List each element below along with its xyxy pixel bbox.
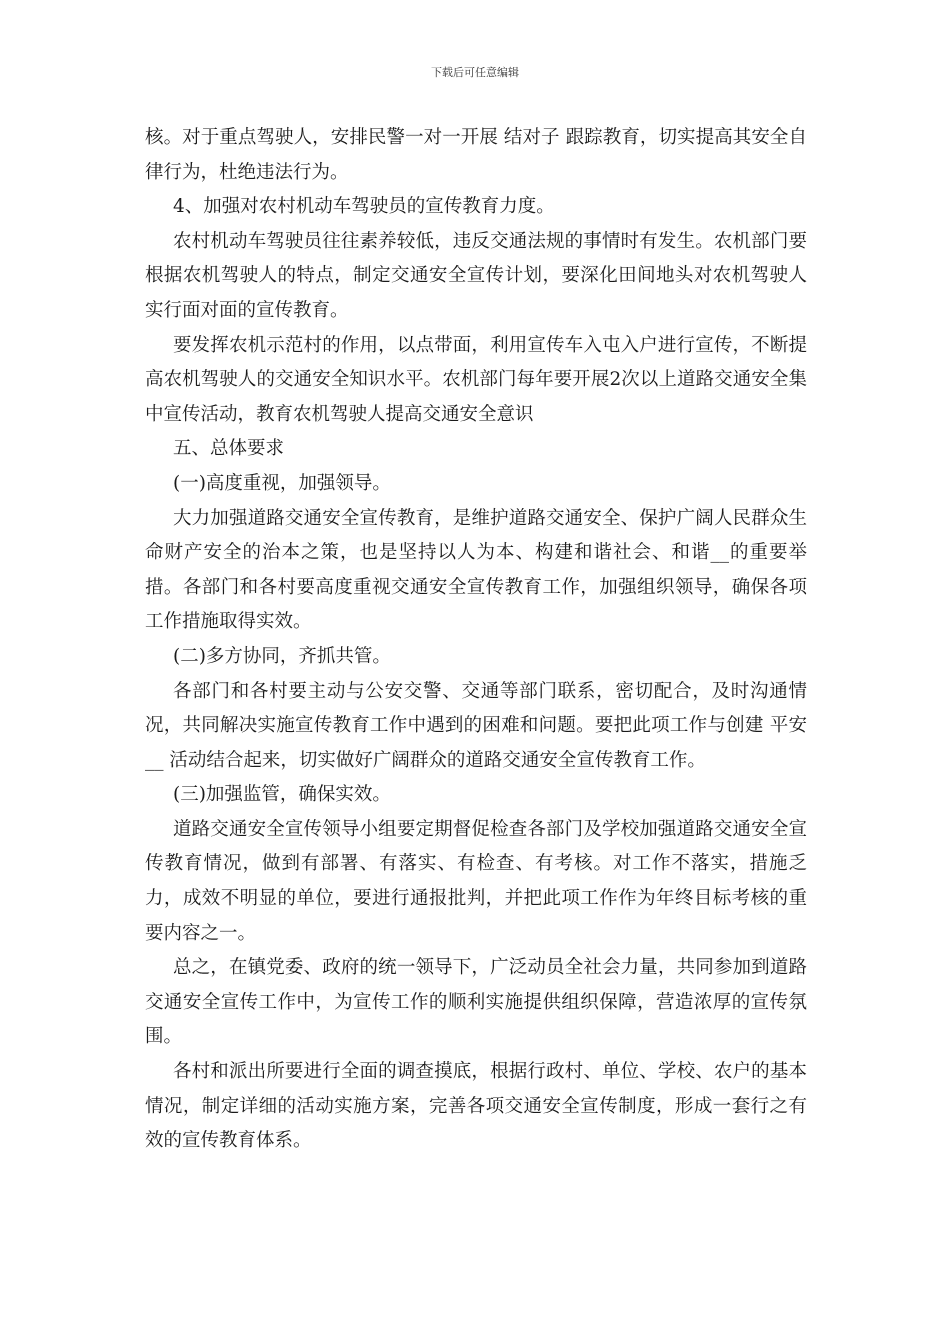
paragraph: 农村机动车驾驶员往往素养较低，违反交通法规的事情时有发生。农机部门要根据农机驾驶人的特点，制定交通安全宣传计划，要深化田间地头对农机驾驶人实行面对面的宣传教育。 <box>145 230 807 321</box>
paragraph: 总之，在镇党委、政府的统一领导下，广泛动员全社会力量，共同参加到道路交通安全宣传工作中，为宣传工作的顺利实施提供组织保障，营造浓厚的宣传氛围。 <box>145 957 807 1048</box>
paragraph-continuation: 核。对于重点驾驶人，安排民警一对一开展 结对子 跟踪教育，切实提高其安全自律行为，杜绝违法行为。 <box>145 127 807 183</box>
paragraph: 道路交通安全宣传领导小组要定期督促检查各部门及学校加强道路交通安全宣传教育情况，做到有部署、有落实、有检查、有考核。对工作不落实，措施乏力，成效不明显的单位，要进行通报批判，并把此项工作作为年终目标考核的重要内容之一。 <box>145 818 807 944</box>
subheading-2: (二)多方协同，齐抓共管。 <box>173 645 391 667</box>
paragraph: 大力加强道路交通安全宣传教育，是维护道路交通安全、保护广阔人民群众生命财产安全的治本之策，也是坚持以人为本、构建和谐社会、和谐__的重要举措。各部门和各村要高度重视交通安全宣传教育工作，加强组织领导，确保各项工作措施取得实效。 <box>145 507 807 633</box>
page-header-note: 下载后可任意编辑 <box>431 66 519 79</box>
paragraph: 各部门和各村要主动与公安交警、交通等部门联系，密切配合，及时沟通情况，共同解决实施宣传教育工作中遇到的困难和问题。要把此项工作与创建 平安__ 活动结合起来，切实做好广阔群众的道路交通安全宣传教育工作。 <box>145 680 807 771</box>
subheading-1: (一)高度重视，加强领导。 <box>173 472 391 494</box>
subheading-3: (三)加强监管，确保实效。 <box>173 784 391 806</box>
section-heading-4: 4、加强对农村机动车驾驶员的宣传教育力度。 <box>173 196 555 218</box>
section-heading-5: 五、总体要求 <box>173 438 285 460</box>
document-body <box>145 121 807 1159</box>
paragraph: 要发挥农机示范村的作用，以点带面，利用宣传车入屯入户进行宣传，不断提高农机驾驶人的交通安全知识水平。农机部门每年要开展2次以上道路交通安全集中宣传活动，教育农机驾驶人提高交通安全意识 <box>145 334 807 425</box>
paragraph: 各村和派出所要进行全面的调查摸底，根据行政村、单位、学校、农户的基本情况，制定详细的活动实施方案，完善各项交通安全宣传制度，形成一套行之有效的宣传教育体系。 <box>145 1061 807 1152</box>
